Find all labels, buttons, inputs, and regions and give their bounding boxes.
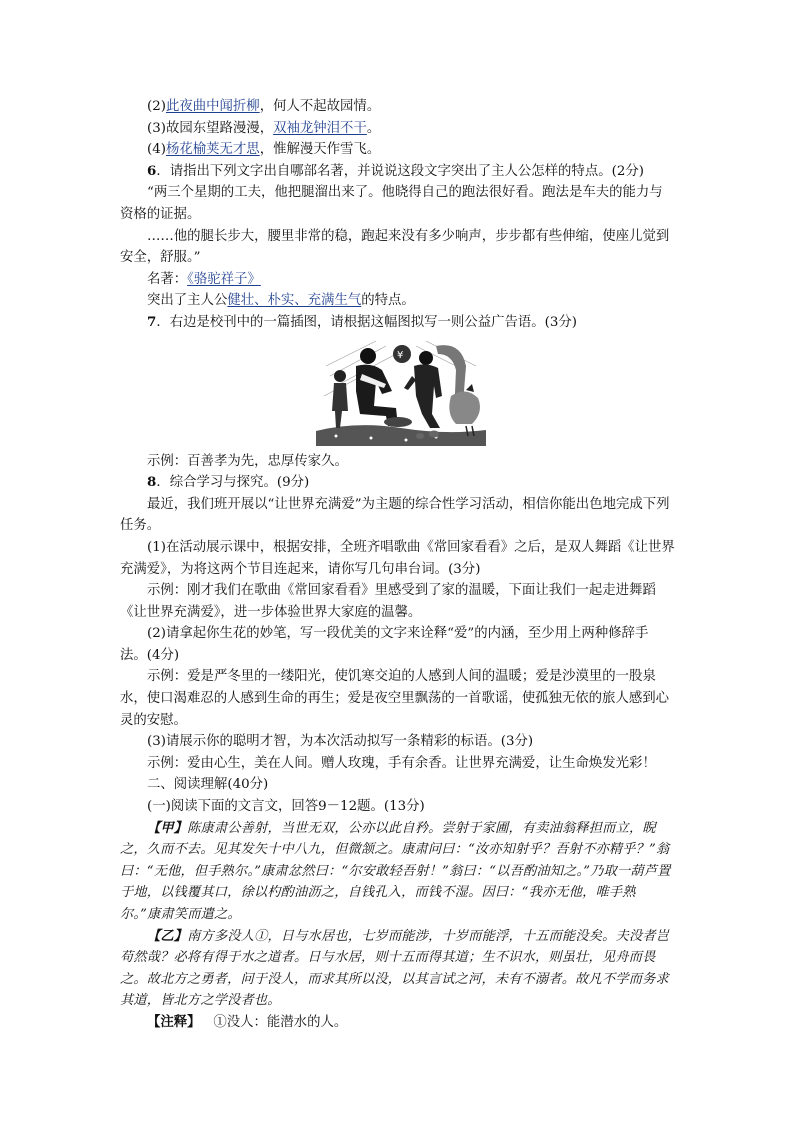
trait-answer: 健壮、朴实、充满生气	[227, 293, 362, 309]
poem-line-2	[120, 96, 675, 118]
family-illustration-image	[316, 336, 486, 446]
question-8-part-2-example: 示例：爱是严冬里的一缕阳光，使饥寒交迫的人感到人间的温暖；爱是沙漠里的一股泉水，使口渴难忍的人感到生命的再生；爱是夜空里飘荡的一首歌谣，使孤独无依的旅人感到心灵的安慰。	[120, 669, 670, 728]
question-8-part-3-example: 示例：爱由心生，美在人间。赠人玫瑰，手有余香。让世界充满爱，让生命焕发光彩！	[147, 755, 656, 771]
passage-yi-text: 南方多没人①，日与水居也，七岁而能涉，十岁而能浮，十五而能没矣。夫没者岂苟然哉？必将有得于水之道者。日与水居，则十五而得其道；生不识水，则虽壮，见舟而畏之。故北方之勇者，问于没人，而求其所以没，以其言试之河，未有不溺者。故凡不学而务求其道，皆北方之学没者也。	[120, 928, 670, 1009]
question-6	[120, 161, 675, 183]
question-8	[120, 472, 675, 494]
poem-line-4-suffix: ，惟解漫天作雪飞。	[259, 142, 381, 158]
question-8-part-1-example: 示例：刚才我们在歌曲《常回家看看》里感受到了家的温暖，下面让我们一起走进舞蹈《让世界充满爱》，进一步体验世界大家庭的温馨。	[120, 583, 656, 620]
poem-line-2-answer: 此夜曲中闻折柳	[165, 99, 260, 114]
question-8-intro: 最近，我们班开展以“让世界充满爱”为主题的综合性学习活动，相信你能出色地完成下列任务。	[120, 496, 670, 534]
question-7-example: 示例：百善孝为先，忠厚传家久。	[147, 453, 348, 469]
question-8-text: ．综合学习与探究。(9分)	[156, 475, 310, 491]
question-8-part-1: (1)在活动展示课中，根据安排，全班齐唱歌曲《常回家看看》之后，是双人舞蹈《让世界充满爱》，为将这两个节目连起来，请你写几句串台词。(3分)	[120, 539, 675, 577]
trait-prefix: 突出了主人公	[147, 293, 228, 309]
question-7-text: ．右边是校刊中的一篇插图，请根据这幅图拟写一则公益广告语。(3分)	[156, 314, 578, 330]
question-8-part-2: (2)请拿起你生花的妙笔，写一段优美的文字来诠释“爱”的内涵，至少用上两种修辞手法。(4分)	[120, 626, 649, 663]
question-6-text: ．请指出下列文字出自哪部名著，并说说这段文字突出了主人公怎样的特点。(2分)	[156, 163, 644, 179]
illustration-figure	[120, 336, 675, 447]
annotation	[120, 1012, 675, 1034]
question-6-quote-1: “两三个星期的工夫，他把腿溜出来了。他晓得自己的跑法很好看。跑法是车夫的能力与资格的证据。	[120, 185, 663, 222]
poem-line-4	[120, 139, 675, 161]
poem-line-3-prefix: (3)故园东望路漫漫，	[147, 120, 274, 136]
question-6-number: 6	[147, 162, 157, 179]
question-6-book	[120, 269, 675, 291]
passage-jia	[120, 818, 675, 926]
section-2-subtitle: (一)阅读下面的文言文，回答9－12题。(13分)	[147, 799, 425, 815]
poem-line-4-prefix: (4)	[147, 142, 166, 158]
question-8-number: 8	[147, 474, 157, 491]
trait-suffix: 的特点。	[361, 293, 415, 309]
passage-yi-tag: 【乙】	[147, 928, 188, 944]
poem-line-2-prefix: (2)	[147, 99, 166, 114]
poem-line-2-suffix: ，何人不起故园情。	[259, 99, 381, 114]
question-7	[120, 312, 675, 334]
question-7-number: 7	[147, 313, 157, 330]
book-answer: 《骆驼祥子》	[187, 271, 261, 287]
document-page	[120, 96, 675, 1034]
passage-jia-tag: 【甲】	[147, 820, 188, 836]
book-label: 名著：	[147, 271, 188, 287]
poem-line-3-answer: 双袖龙钟泪不干	[273, 120, 367, 136]
svg-text:¥: ¥	[397, 349, 404, 361]
poem-line-3	[120, 118, 675, 140]
annotation-tag: 【注释】	[147, 1013, 201, 1030]
question-6-quote-2: ……他的腿长步大，腰里非常的稳，跑起来没有多少响声，步步都有些伸缩，使座儿觉到安全，舒服。”	[120, 228, 670, 266]
passage-jia-text: 陈康肃公善射，当世无双，公亦以此自矜。尝射于家圃，有卖油翁释担而立，睨之，久而不去。见其发矢十中八九，但微颔之。康肃问曰：“汝亦知射乎？吾射不亦精乎？”翁曰：“无他，但手熟尔。”康肃忿然曰：“尔安敢轻吾射！”翁曰：“以吾酌油知之。”乃取一葫芦置于地，以钱覆其口，徐以杓酌油沥之，自钱孔入，而钱不湿。因曰：“我亦无他，唯手熟尔。”康肃笑而遣之。	[120, 820, 671, 922]
poem-line-3-suffix: 。	[366, 120, 381, 136]
annotation-text: ①没人：能潜水的人。	[213, 1014, 348, 1030]
poem-line-4-answer: 杨花榆荚无才思	[165, 142, 260, 158]
question-8-part-3: (3)请展示你的聪明才智，为本次活动拟写一条精彩的标语。(3分)	[147, 734, 534, 750]
question-6-trait	[120, 290, 675, 312]
section-2-title: 二、阅读理解(40分)	[147, 777, 269, 793]
passage-yi	[120, 926, 675, 1012]
